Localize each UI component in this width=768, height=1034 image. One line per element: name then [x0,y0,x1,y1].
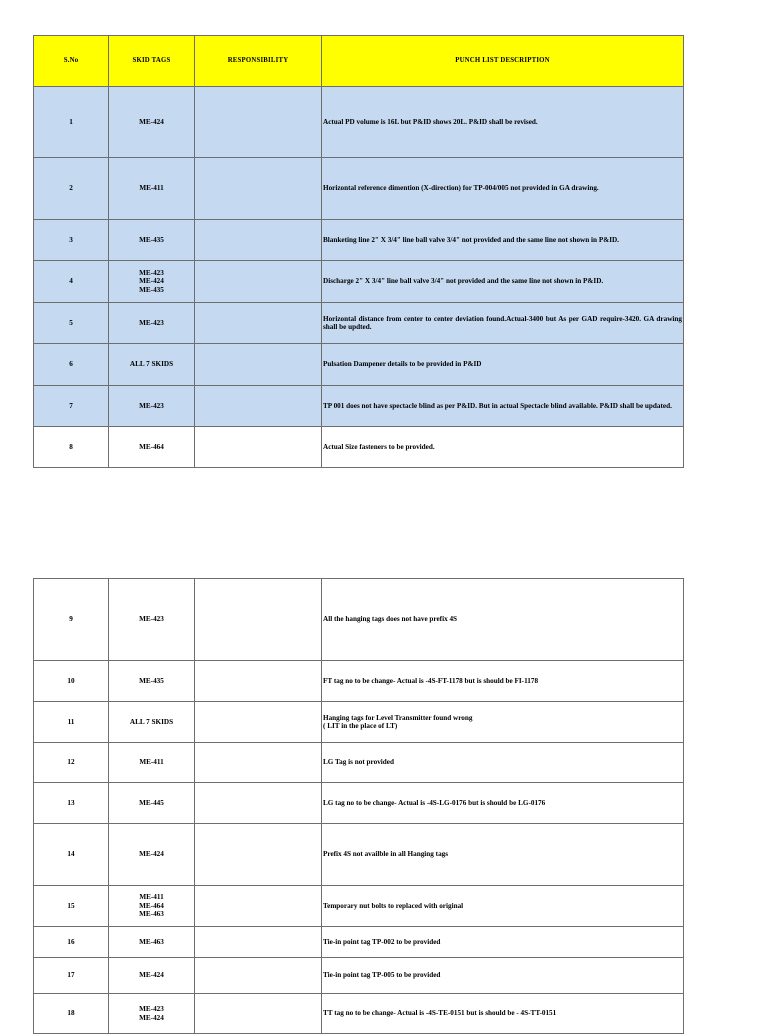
row-responsibility [195,958,322,994]
punch-list-table-2 [33,578,684,1034]
skid-tag: ME-423 [139,318,164,327]
row-responsibility [195,824,322,886]
row-sno: 12 [34,743,109,783]
row-sno: 5 [34,303,109,344]
row-sno: 11 [34,702,109,743]
header-skid-tags: SKID TAGS [109,36,195,87]
row-description: All the hanging tags does not have prefix 4S [322,579,684,661]
row-responsibility [195,386,322,427]
table-row [34,344,684,386]
row-description: Temporary nut bolts to replaced with original [322,886,684,927]
row-responsibility [195,579,322,661]
row-skid-tags [109,702,195,743]
row-responsibility [195,87,322,158]
table-row [34,743,684,783]
row-skid-tags [109,958,195,994]
row-responsibility [195,344,322,386]
header-sno: S.No [34,36,109,87]
row-responsibility [195,220,322,261]
skid-tag: ME-411 [139,758,164,767]
header-description: PUNCH LIST DESCRIPTION [322,36,684,87]
row-sno: 7 [34,386,109,427]
row-responsibility [195,661,322,702]
skid-tag: ME-435 [139,285,164,294]
table-row [34,261,684,303]
skid-tag: ALL 7 SKIDS [129,717,174,726]
row-sno: 4 [34,261,109,303]
skid-tag: ME-445 [139,798,164,807]
row-description: Tie-in point tag TP-002 to be provided [322,927,684,958]
row-sno: 8 [34,427,109,468]
row-sno: 10 [34,661,109,702]
row-description: Horizontal reference dimention (X-direction) for TP-004/005 not provided in GA drawing. [322,158,684,220]
row-sno: 13 [34,783,109,824]
row-responsibility [195,158,322,220]
row-responsibility [195,994,322,1034]
punch-list-body-1 [34,36,684,468]
row-sno: 1 [34,87,109,158]
table-row [34,702,684,743]
row-responsibility [195,743,322,783]
skid-tag: ALL 7 SKIDS [129,360,174,369]
skid-tag: ME-424 [139,971,164,980]
skid-tag: ME-424 [139,277,164,286]
row-description: Blanketing line 2" X 3/4" line ball valve 3/4" not provided and the same line not shown in P&ID. [322,220,684,261]
row-description: TT tag no to be change- Actual is -4S-TE-0151 but is should be - 4S-TT-0151 [322,994,684,1034]
table-row [34,220,684,261]
row-description: Pulsation Dampener details to be provided in P&ID [322,344,684,386]
row-skid-tags [109,994,195,1034]
skid-tag: ME-464 [139,442,164,451]
row-sno: 2 [34,158,109,220]
row-skid-tags [109,927,195,958]
table-row [34,661,684,702]
row-skid-tags [109,220,195,261]
row-skid-tags [109,427,195,468]
row-responsibility [195,783,322,824]
skid-tag: ME-424 [139,850,164,859]
skid-tag: ME-464 [139,901,164,910]
table-row [34,87,684,158]
skid-tag: ME-424 [139,1013,164,1022]
table-row [34,579,684,661]
row-description: Prefix 4S not availble in all Hanging tags [322,824,684,886]
row-sno: 17 [34,958,109,994]
table-row [34,386,684,427]
row-skid-tags [109,158,195,220]
table-row [34,427,684,468]
row-sno: 3 [34,220,109,261]
row-skid-tags [109,386,195,427]
row-skid-tags [109,344,195,386]
row-skid-tags [109,886,195,927]
row-description: Discharge 2" X 3/4" line ball valve 3/4" not provided and the same line not shown in P&ID. [322,261,684,303]
skid-tag: ME-435 [139,235,164,244]
row-sno: 15 [34,886,109,927]
skid-tag: ME-423 [139,615,164,624]
header-row [34,36,684,87]
skid-tag: ME-423 [139,401,164,410]
row-responsibility [195,303,322,344]
skid-tag: ME-423 [139,1005,164,1014]
skid-tag: ME-411 [139,893,164,902]
row-responsibility [195,427,322,468]
row-skid-tags [109,661,195,702]
table-row [34,303,684,344]
row-skid-tags [109,579,195,661]
skid-tag: ME-411 [139,184,164,193]
header-responsibility: RESPONSIBILITY [195,36,322,87]
skid-tag: ME-423 [139,268,164,277]
row-sno: 18 [34,994,109,1034]
row-sno: 9 [34,579,109,661]
row-skid-tags [109,303,195,344]
row-responsibility [195,261,322,303]
row-skid-tags [109,824,195,886]
row-responsibility [195,886,322,927]
row-description: TP 001 does not have spectacle blind as per P&ID. But in actual Spectacle blind available. P&ID shall be updated. [322,386,684,427]
row-responsibility [195,927,322,958]
row-sno: 14 [34,824,109,886]
row-description: Horizontal distance from center to center deviation found.Actual-3400 but As per GAD require-3420. GA drawing shall be updted. [322,303,684,344]
table-row [34,783,684,824]
table-row [34,927,684,958]
table-row [34,886,684,927]
row-skid-tags [109,87,195,158]
table-row [34,158,684,220]
punch-list-table-1 [33,35,684,468]
table-row [34,958,684,994]
row-skid-tags [109,743,195,783]
skid-tag: ME-463 [139,910,164,919]
skid-tag: ME-463 [139,937,164,946]
row-description: Hanging tags for Level Transmitter found wrong ( LIT in the place of LT) [322,702,684,743]
row-skid-tags [109,783,195,824]
row-description: Actual PD volume is 16L but P&ID shows 20L. P&ID shall be revised. [322,87,684,158]
skid-tag: ME-435 [139,676,164,685]
row-skid-tags [109,261,195,303]
row-description: LG tag no to be change- Actual is -4S-LG-0176 but is should be LG-0176 [322,783,684,824]
row-sno: 16 [34,927,109,958]
table-row [34,994,684,1034]
skid-tag: ME-424 [139,117,164,126]
row-description: LG Tag is not provided [322,743,684,783]
row-description: Actual Size fasteners to be provided. [322,427,684,468]
punch-list-body-2 [34,579,684,1034]
row-sno: 6 [34,344,109,386]
row-description: Tie-in point tag TP-005 to be provided [322,958,684,994]
table-row [34,824,684,886]
row-responsibility [195,702,322,743]
row-description: FT tag no to be change- Actual is -4S-FT-1178 but is should be FI-1178 [322,661,684,702]
